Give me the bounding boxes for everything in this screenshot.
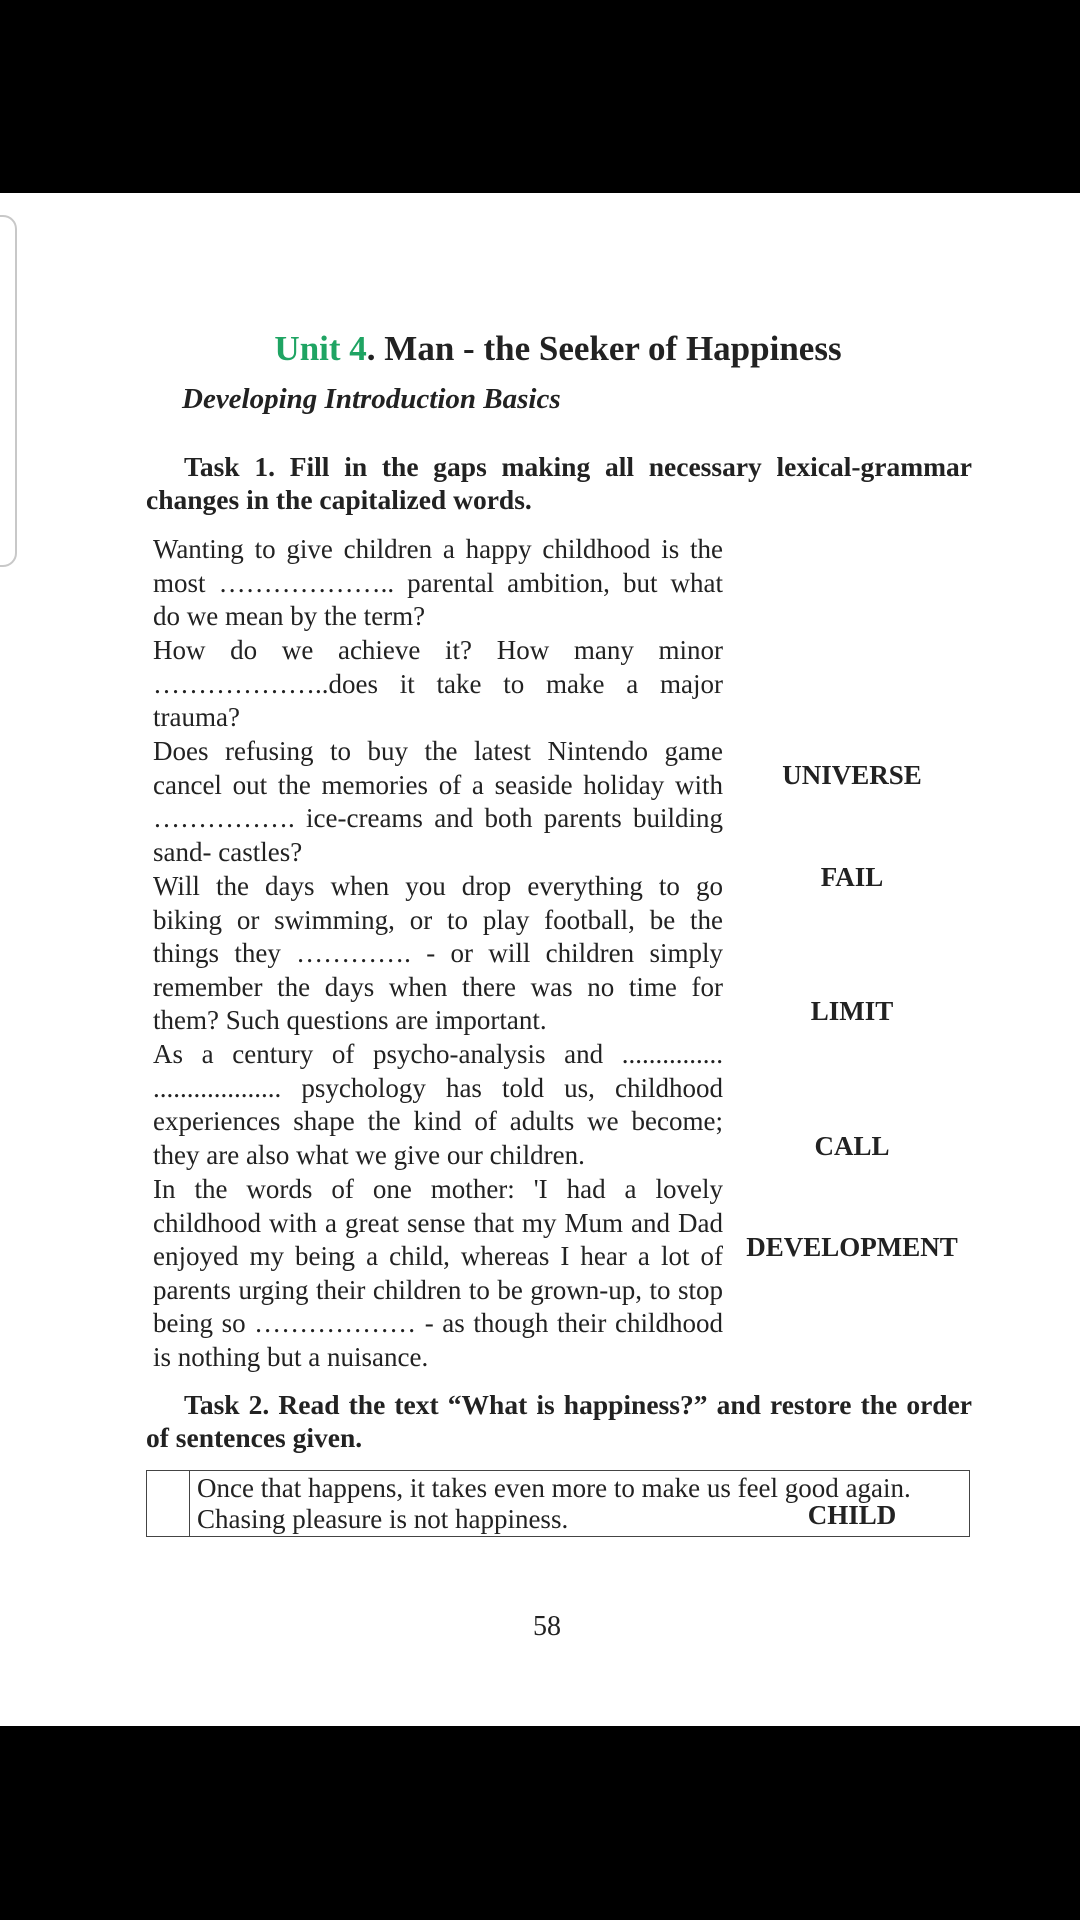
task1-paragraph-5: As a century of psycho-analysis and ............... ................... psychology has told us, childhood experiences shape the kind of adults we become; they are also what we give our children. bbox=[153, 1039, 723, 1170]
unit-title-text: Man - the Seeker of Happiness bbox=[375, 329, 842, 368]
section-subtitle: Developing Introduction Basics bbox=[182, 383, 561, 415]
order-sentence-cell: Once that happens, it takes even more to make us feel good again. Chasing pleasure is not happiness. bbox=[197, 1473, 911, 1534]
task1-word-6: CHILD bbox=[807, 1500, 897, 1530]
task1-word-5: DEVELOPMENT bbox=[746, 1232, 958, 1262]
task1-word-3: LIMIT bbox=[810, 996, 894, 1026]
task1-paragraph-1: Wanting to give children a happy childhood is the most ……………….. parental ambition, but what do we mean by the term? bbox=[153, 534, 723, 632]
side-panel-handle[interactable] bbox=[0, 215, 17, 567]
task1-word-1: UNIVERSE bbox=[782, 760, 922, 790]
task1-paragraph-6: In the words of one mother: 'I had a lovely childhood with a great sense that my Mum and Dad enjoyed my being a child, whereas I hear a lot of parents urging their children to be grown-up, to stop being so ……………… - as though their childhood is nothing but a nuisance. bbox=[153, 1174, 723, 1372]
task2-heading: Task 2. Read the text “What is happiness?” and restore the order of sentences given. bbox=[146, 1389, 972, 1453]
page-number: 58 bbox=[533, 1611, 561, 1642]
task1-paragraph-4: Will the days when you drop everything to go biking or swimming, or to play football, be the things they …………. - or will children simply remember the days when there was no time for them? Such questions are important. bbox=[153, 871, 723, 1036]
sentence-order-table bbox=[146, 1470, 970, 1537]
unit-title bbox=[0, 329, 1080, 369]
task1-paragraph-3: Does refusing to buy the latest Nintendo game cancel out the memories of a seaside holiday with ……………. ice-creams and both parents building sand- castles? bbox=[153, 736, 723, 867]
task1-paragraph-2: How do we achieve it? How many minor ………………..does it take to make a major trauma? bbox=[153, 635, 723, 733]
order-number-cell[interactable] bbox=[147, 1471, 190, 1536]
task1-word-2: FAIL bbox=[820, 862, 884, 892]
task1-heading: Task 1. Fill in the gaps making all necessary lexical-grammar changes in the capitalized words. bbox=[146, 451, 972, 515]
unit-label: Unit 4 bbox=[274, 329, 367, 368]
book-page bbox=[0, 193, 1080, 1726]
task1-word-4: CALL bbox=[814, 1131, 890, 1161]
unit-title-separator: . bbox=[366, 329, 376, 368]
